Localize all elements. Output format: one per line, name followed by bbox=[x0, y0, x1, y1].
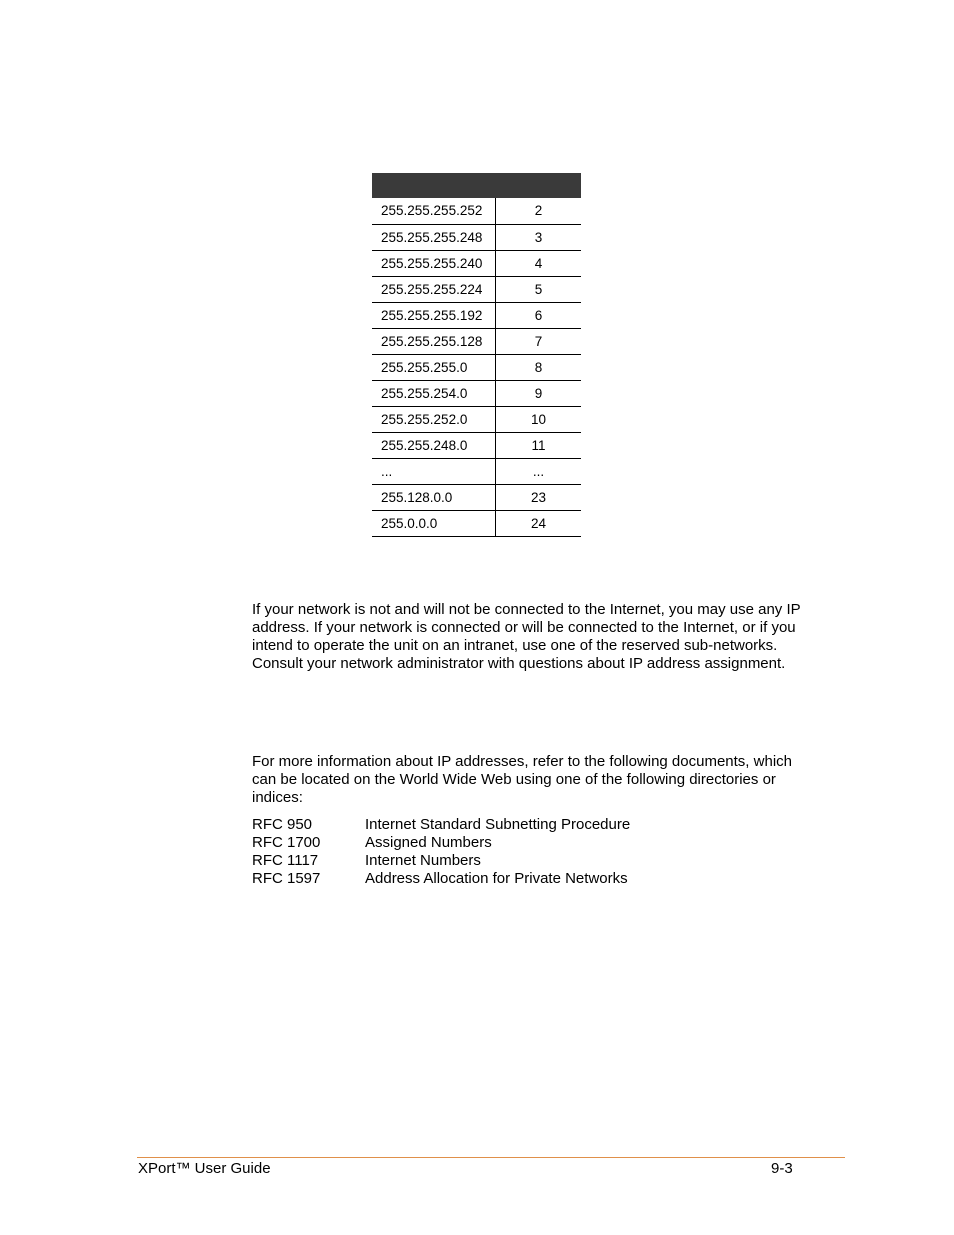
subnet-mask-cell: 255.0.0.0 bbox=[372, 510, 496, 536]
rfc-title: Internet Numbers bbox=[365, 852, 481, 869]
subnet-mask-cell: ... bbox=[372, 458, 496, 484]
host-bits-cell: ... bbox=[496, 458, 582, 484]
host-bits-cell: 11 bbox=[496, 432, 582, 458]
table-row bbox=[372, 250, 581, 276]
subnet-mask-cell: 255.255.255.192 bbox=[372, 302, 496, 328]
table-row bbox=[372, 510, 581, 536]
references-intro-paragraph: For more information about IP addresses, refer to the following documents, which can be located on the World Wide Web using one of the following directories or indices: bbox=[252, 753, 792, 806]
table-body bbox=[372, 198, 581, 536]
table-row bbox=[372, 354, 581, 380]
table-row bbox=[372, 484, 581, 510]
table-row bbox=[372, 380, 581, 406]
subnet-mask-cell: 255.255.255.252 bbox=[372, 198, 496, 224]
list-item bbox=[252, 852, 630, 870]
rfc-title: Assigned Numbers bbox=[365, 834, 492, 851]
host-bits-cell: 8 bbox=[496, 354, 582, 380]
table-row bbox=[372, 432, 581, 458]
table-row bbox=[372, 458, 581, 484]
subnet-mask-cell: 255.255.255.224 bbox=[372, 276, 496, 302]
subnet-mask-cell: 255.255.254.0 bbox=[372, 380, 496, 406]
rfc-reference-list bbox=[252, 816, 630, 888]
table-row bbox=[372, 198, 581, 224]
list-item bbox=[252, 834, 630, 852]
subnet-mask-cell: 255.255.248.0 bbox=[372, 432, 496, 458]
subnet-mask-cell: 255.255.255.128 bbox=[372, 328, 496, 354]
subnet-mask-cell: 255.255.252.0 bbox=[372, 406, 496, 432]
rfc-number: RFC 1117 bbox=[252, 852, 319, 869]
rfc-number: RFC 1700 bbox=[252, 834, 321, 851]
subnet-mask-table bbox=[372, 173, 581, 537]
host-bits-cell: 6 bbox=[496, 302, 582, 328]
table-row bbox=[372, 224, 581, 250]
host-bits-cell: 3 bbox=[496, 224, 582, 250]
table-row bbox=[372, 276, 581, 302]
subnet-mask-cell: 255.255.255.0 bbox=[372, 354, 496, 380]
list-item bbox=[252, 816, 630, 834]
table-row bbox=[372, 328, 581, 354]
host-bits-cell: 2 bbox=[496, 198, 582, 224]
host-bits-cell: 10 bbox=[496, 406, 582, 432]
host-bits-cell: 4 bbox=[496, 250, 582, 276]
host-bits-cell: 7 bbox=[496, 328, 582, 354]
table-header bbox=[372, 173, 581, 198]
table-row bbox=[372, 406, 581, 432]
host-bits-cell: 23 bbox=[496, 484, 582, 510]
subnet-mask-cell: 255.255.255.248 bbox=[372, 224, 496, 250]
table-row bbox=[372, 302, 581, 328]
host-bits-cell: 5 bbox=[496, 276, 582, 302]
subnet-mask-cell: 255.255.255.240 bbox=[372, 250, 496, 276]
table-header-cell-bits bbox=[496, 173, 582, 198]
subnet-mask-cell: 255.128.0.0 bbox=[372, 484, 496, 510]
table-header-cell-mask bbox=[372, 173, 496, 198]
host-bits-cell: 9 bbox=[496, 380, 582, 406]
footer-document-title: XPort™ User Guide bbox=[138, 1160, 271, 1177]
rfc-title: Address Allocation for Private Networks bbox=[365, 870, 628, 887]
rfc-number: RFC 950 bbox=[252, 816, 313, 833]
rfc-title: Internet Standard Subnetting Procedure bbox=[365, 816, 631, 833]
footer-page-number: 9-3 bbox=[771, 1160, 793, 1177]
list-item bbox=[252, 870, 630, 888]
private-network-paragraph: If your network is not and will not be connected to the Internet, you may use any IP address. If your network is connected or will be connected to the Internet, or if you intend to operate the unit on an intranet, use one of the reserved sub-networks. Consult your network administrator with questions about IP address assignment. bbox=[252, 601, 801, 672]
host-bits-cell: 24 bbox=[496, 510, 582, 536]
table-header-row bbox=[372, 173, 581, 198]
footer-divider bbox=[137, 1157, 845, 1158]
rfc-number: RFC 1597 bbox=[252, 870, 321, 887]
